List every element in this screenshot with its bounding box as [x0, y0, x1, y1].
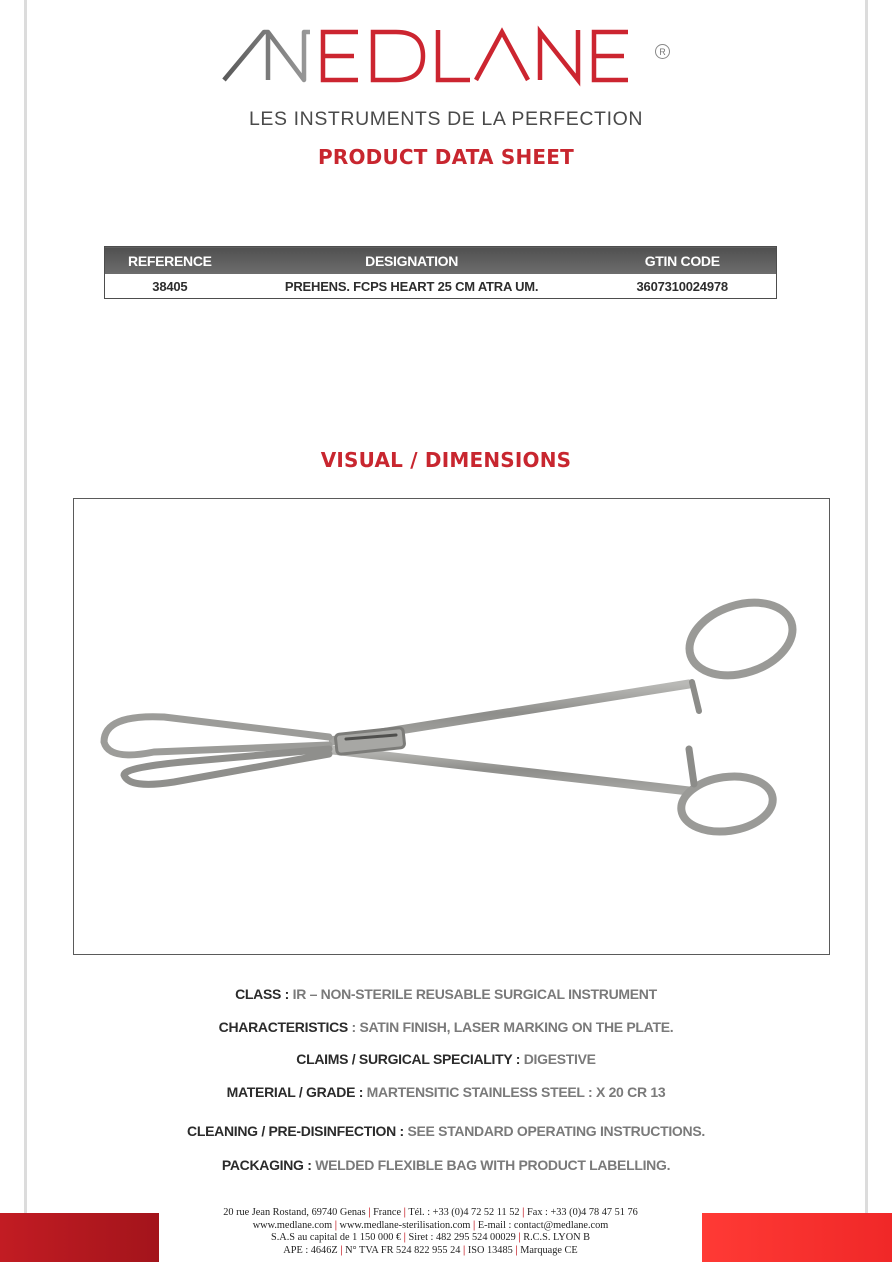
header-designation: DESIGNATION	[235, 247, 589, 275]
spec-value: : SATIN FINISH, LASER MARKING ON THE PLATE.	[347, 1019, 674, 1035]
spec-value: IR – NON-STERILE REUSABLE SURGICAL INSTRUMENT	[289, 986, 657, 1002]
spec-value: DIGESTIVE	[520, 1051, 596, 1067]
footer-separator: |	[462, 1244, 466, 1256]
footer-website[interactable]: www.medlane.com	[252, 1219, 333, 1231]
footer-separator: |	[403, 1232, 406, 1243]
footer-email[interactable]: E-mail : contact@medlane.com	[477, 1219, 609, 1231]
registered-mark: R	[655, 44, 670, 59]
footer-line-web	[159, 1220, 702, 1233]
footer-separator: |	[515, 1244, 518, 1256]
spec-characteristics	[0, 1019, 892, 1035]
footer-siret: Siret : 482 295 524 00029	[408, 1232, 516, 1243]
footer-separator: |	[368, 1207, 371, 1218]
spec-value: MARTENSITIC STAINLESS STEEL : X 20 CR 13	[363, 1084, 666, 1100]
footer-address: 20 rue Jean Rostand, 69740 Genas	[223, 1207, 366, 1218]
table-header-row	[105, 247, 777, 275]
footer-country: France	[373, 1207, 402, 1218]
product-visual-frame	[73, 498, 830, 955]
footer-line-legal	[159, 1232, 702, 1245]
footer-separator: |	[403, 1207, 406, 1218]
footer-rcs: R.C.S. LYON B	[523, 1232, 591, 1243]
footer-separator: |	[522, 1207, 525, 1218]
spec-value: WELDED FLEXIBLE BAG WITH PRODUCT LABELLING.	[311, 1157, 671, 1173]
spec-class	[0, 986, 892, 1002]
cell-designation: PREHENS. FCPS HEART 25 CM ATRA UM.	[284, 278, 539, 294]
spec-value: SEE STANDARD OPERATING INSTRUCTIONS.	[403, 1123, 705, 1139]
brand-logo	[0, 18, 892, 130]
footer-line-address	[159, 1207, 702, 1220]
product-data-sheet-title: PRODUCT DATA SHEET	[318, 145, 574, 169]
spec-material	[0, 1084, 892, 1100]
footer-line-codes	[159, 1245, 702, 1258]
spec-label: CLASS :	[235, 986, 290, 1002]
spec-packaging	[0, 1157, 892, 1173]
footer-website-sterilisation[interactable]: www.medlane-sterilisation.com	[339, 1219, 471, 1231]
footer-red-bar-left	[0, 1213, 159, 1262]
brand-tagline: LES INSTRUMENTS DE LA PERFECTION	[248, 108, 644, 130]
spec-label: PACKAGING :	[221, 1157, 312, 1173]
header-reference: REFERENCE	[105, 247, 235, 275]
footer-separator: |	[340, 1244, 343, 1256]
footer-red-bar-right	[702, 1213, 892, 1262]
spec-label: CLEANING / PRE-DISINFECTION :	[187, 1123, 404, 1139]
footer-capital: S.A.S au capital de 1 150 000 €	[270, 1232, 402, 1243]
cell-gtin: 3607310024978	[636, 278, 728, 294]
spec-claims	[0, 1051, 892, 1067]
footer-company-info	[159, 1207, 702, 1257]
forceps-instrument-image	[74, 499, 831, 956]
footer-iso: ISO 13485	[467, 1244, 513, 1256]
footer-separator: |	[473, 1219, 476, 1231]
cell-reference: 38405	[152, 278, 188, 294]
spec-label: CLAIMS / SURGICAL SPECIALITY :	[296, 1051, 521, 1067]
footer-fax: Fax : +33 (0)4 78 47 51 76	[527, 1207, 638, 1218]
header-gtin-code: GTIN CODE	[588, 247, 776, 275]
reference-table	[104, 246, 777, 299]
table-row	[105, 274, 777, 299]
footer-separator: |	[334, 1219, 337, 1231]
spec-cleaning	[0, 1123, 892, 1139]
spec-label: CHARACTERISTICS	[218, 1019, 348, 1035]
footer-ce: Marquage CE	[520, 1244, 578, 1256]
spec-label: MATERIAL / GRADE :	[226, 1084, 364, 1100]
medlane-wordmark	[218, 22, 658, 92]
footer-phone: Tél. : +33 (0)4 72 52 11 52	[408, 1207, 520, 1218]
footer-ape: APE : 4646Z	[283, 1244, 338, 1256]
visual-dimensions-title: VISUAL / DIMENSIONS	[320, 448, 572, 472]
footer-tva: N° TVA FR 524 822 955 24	[345, 1244, 461, 1256]
footer-separator: |	[518, 1232, 521, 1243]
